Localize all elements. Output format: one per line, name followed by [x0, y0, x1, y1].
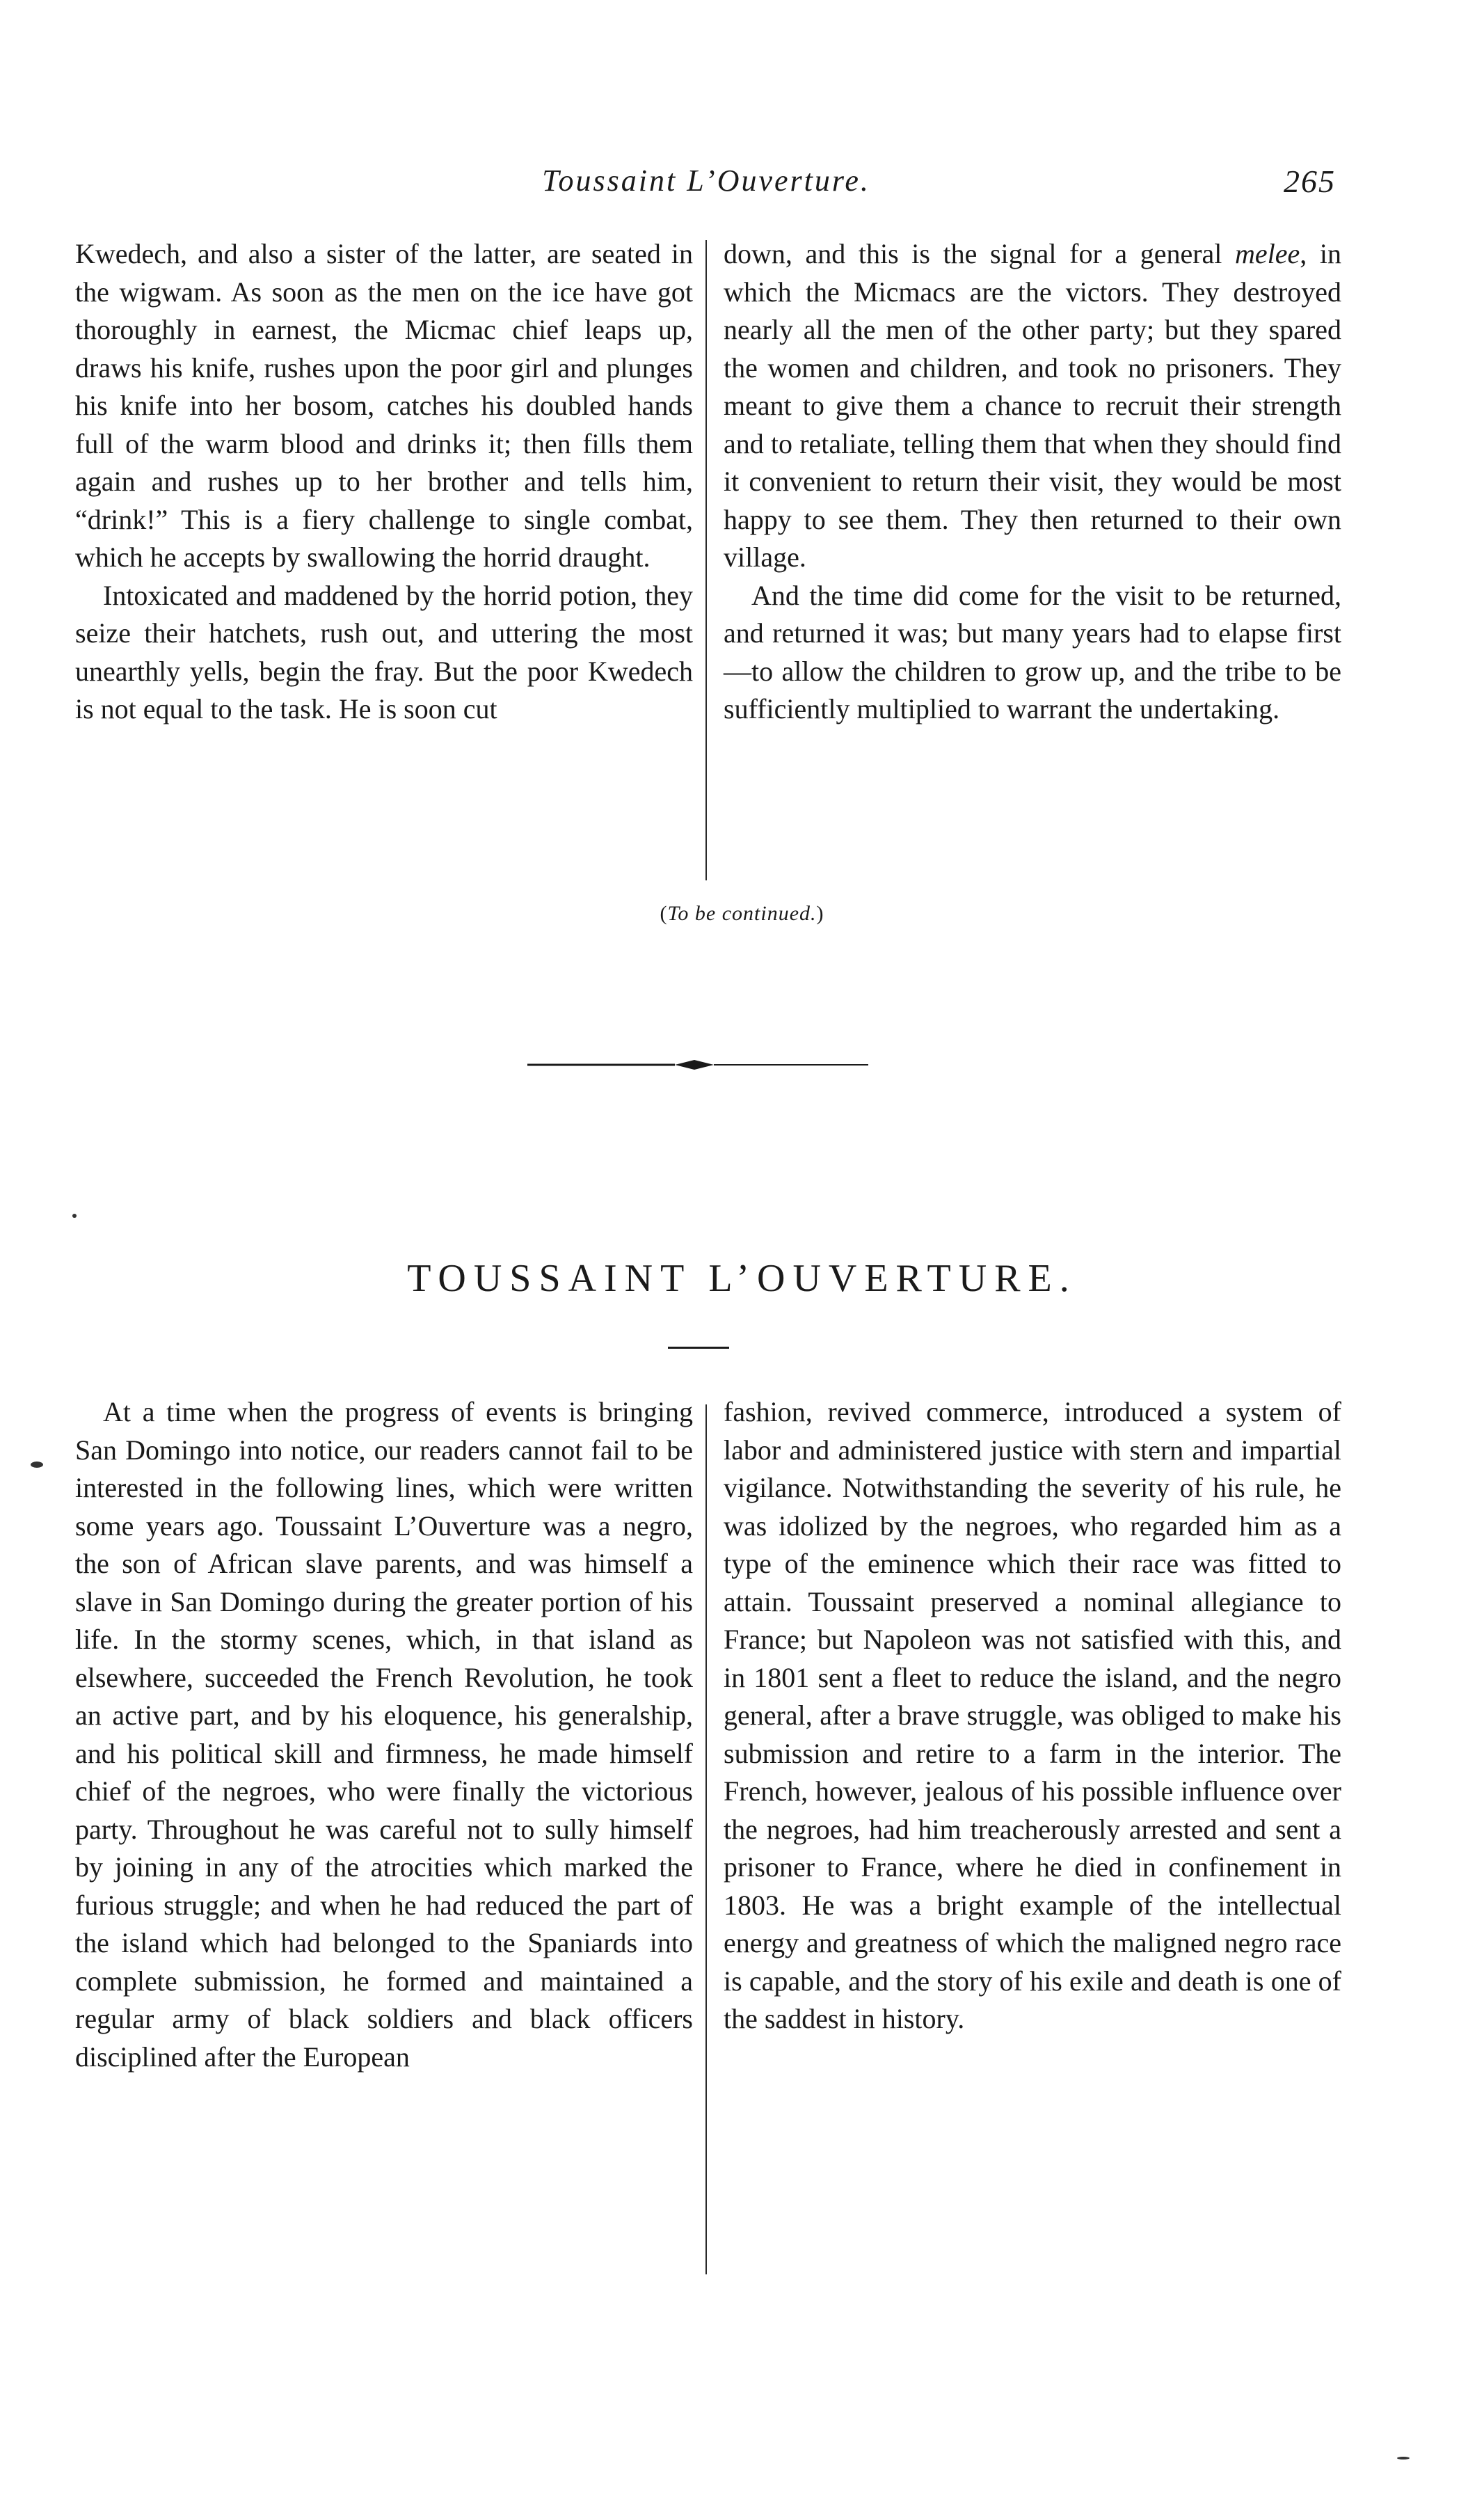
running-title: Toussaint L’Ouverture.: [542, 164, 870, 198]
continued-note-text: To be continued.: [667, 902, 817, 925]
title-rule: [668, 1347, 729, 1349]
top-left-column: [75, 235, 693, 729]
article-title: TOUSSAINT L’OUVERTURE.: [407, 1257, 1077, 1300]
article-columns: [75, 1393, 1341, 2076]
continued-note: (To be continued.): [660, 902, 824, 925]
scan-speck: [1397, 2457, 1410, 2459]
top-columns: [75, 235, 1341, 729]
article-left-column: [75, 1393, 693, 2076]
paragraph: At a time when the progress of events is bringing San Domingo into notice, our readers cannot fail to be interested in the following lines, which were written some years ago. Toussaint L’Ouverture was a negro, the son of African slave parents, and was himself a slave in San Domingo during the greater portion of his life. In the stormy scenes, which, in that island as elsewhere, succeeded the French Revolution, he took an active part, and by his eloquence, his generalship, and his political skill and firmness, he made himself chief of the negroes, who were finally the victorious party. Throughout he was careful not to sully himself by joining in any of the atrocities which marked the furious struggle; and when he had reduced the part of the island which had belonged to the Spaniards into complete submission, he formed and maintained a regular army of black soldiers and black officers disciplined after the European: [75, 1396, 693, 2073]
text-run: down, and this is the signal for a general: [724, 238, 1236, 269]
paragraph: fashion, revived commerce, introduced a system of labor and administered justice with stern and impartial vigilance. Notwithstanding the severity of his rule, he was idolized by the negroes, who regarded him as a type of the eminence which their race was fitted to attain. Toussaint preserved a nominal allegiance to France; but Napoleon was not satisfied with this, and in 1801 sent a fleet to reduce the island, and the negro general, after a brave struggle, was obliged to make his submission and retire to a farm in the interior. The French, however, jealous of his possible influence over the negroes, had him treacherously arrested and sent a prisoner to France, where he died in confinement in 1803. He was a bright example of the intellectual energy and greatness of which the maligned negro race is capable, and the story of his exile and death is one of the saddest in history.: [724, 1396, 1341, 2034]
ornament-divider: [527, 1056, 868, 1074]
running-head: [77, 159, 1336, 207]
paragraph: Kwedech, and also a sister of the latter, are seated in the wigwam. As soon as the men on the ice have got thoroughly in earnest, the Micmac chief leaps up, draws his knife, rushes upon the poor girl and plunges his knife into her bosom, catches his doubled hands full of the warm blood and drinks it; then fills them again and rushes up to her brother and tells him, “drink!” This is a fiery challenge to single combat, which he accepts by swallowing the horrid draught.: [75, 238, 693, 573]
column-divider: [705, 1404, 707, 2274]
scan-speck: [72, 1214, 77, 1218]
column-divider: [705, 240, 707, 880]
paragraph: [724, 235, 1341, 577]
article-right-column: [724, 1393, 1341, 2076]
scan-speck: [31, 1462, 43, 1468]
paragraph: And the time did come for the visit to be returned, and returned it was; but many years had to elapse first—to allow the children to grow up, and the tribe to be sufficiently multiplied to warrant the undertaking.: [724, 579, 1341, 724]
paragraph: Intoxicated and maddened by the horrid potion, they seize their hatchets, rush out, and uttering the most unearthly yells, begin the fray. But the poor Kwedech is not equal to the task. He is soon cut: [75, 579, 693, 724]
italic-word: melee: [1235, 238, 1300, 269]
text-run: , in which the Micmacs are the victors. They destroyed nearly all the men of the other party; but they spared the women and children, and took no prisoners. They meant to give them a chance to recruit their strength and to retaliate, telling them that when they should find it convenient to return their visit, they would be most happy to see them. They then returned to their own village.: [724, 238, 1341, 573]
page-number: 265: [1284, 164, 1336, 199]
top-right-column: [724, 235, 1341, 729]
